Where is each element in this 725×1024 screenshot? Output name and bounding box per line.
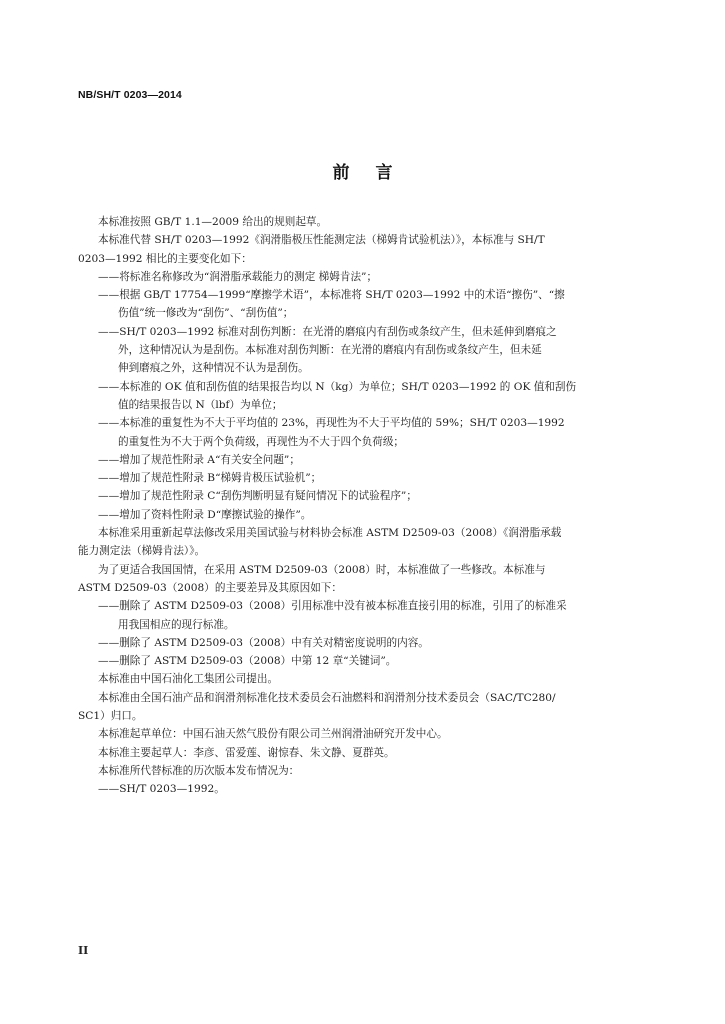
text-line: 本标准主要起草人：李彦、雷爱莲、谢惊春、朱文静、夏群英。	[98, 746, 395, 759]
text-line: 用我国相应的现行标准。	[118, 618, 235, 631]
text-line: ——本标准的重复性为不大于平均值的 23%，再现性为不大于平均值的 59%；SH/T 0203—1992	[98, 417, 565, 430]
text-line: ——增加了规范性附录 B“梯姆肯极压试验机”；	[98, 472, 322, 485]
text-line: ——删除了 ASTM D2509-03（2008）引用标准中没有被本标准直接引用的标准，引用了的标准采	[98, 600, 567, 613]
text-line: 外，这种情况认为是刮伤。本标准对刮伤判断：在光滑的磨痕内有刮伤或条纹产生，但未延	[118, 344, 542, 357]
text-line: ——SH/T 0203—1992。	[98, 783, 225, 796]
text-line: 的重复性为不大于两个负荷级，再现性为不大于四个负荷级；	[118, 435, 405, 448]
text-line: 0203—1992 相比的主要变化如下：	[78, 252, 252, 265]
text-line: ——增加了资料性附录 D“摩擦试验的操作”。	[98, 508, 312, 521]
page-title: 前言	[332, 163, 419, 183]
text-line: 伤值”统一修改为“刮伤”、“刮伤值”；	[118, 307, 294, 320]
text-line: 为了更适合我国国情，在采用 ASTM D2509-03（2008）时，本标准做了一些修改。本标准与	[98, 563, 546, 576]
standard-code-header: NB/SH/T 0203—2014	[78, 89, 182, 101]
text-line: ASTM D2509-03（2008）的主要差异及其原因如下：	[78, 581, 342, 594]
text-line: 能力测定法（梯姆肯法）》。	[78, 545, 206, 558]
text-line: ——删除了 ASTM D2509-03（2008）中有关对精密度说明的内容。	[98, 636, 429, 649]
text-line: 值的结果报告以 N（lbf）为单位；	[118, 398, 283, 411]
text-line: ——本标准的 OK 值和刮伤值的结果报告均以 N（kg）为单位；SH/T 0203—1992 的 OK 值和刮伤	[98, 380, 577, 393]
foreword-body	[78, 213, 656, 799]
text-line: ——根据 GB/T 17754—1999“摩擦学术语”，本标准将 SH/T 0203—1992 中的术语“擦伤”、“擦	[98, 289, 565, 302]
text-line: 本标准起草单位：中国石油天然气股份有限公司兰州润滑油研究开发中心。	[98, 728, 448, 741]
text-line: ——将标准名称修改为“润滑脂承载能力的测定 梯姆肯法”；	[98, 270, 378, 283]
text-line: SC1）归口。	[78, 710, 143, 723]
text-line: 伸到磨痕之外，这种情况不认为是刮伤。	[118, 362, 309, 375]
text-line: ——增加了规范性附录 A“有关安全问题”；	[98, 453, 300, 466]
text-line: 本标准所代替标准的历次版本发布情况为：	[98, 764, 300, 777]
text-line: ——SH/T 0203—1992 标准对刮伤判断：在光滑的磨痕内有刮伤或条纹产生，但未延伸到磨痕之	[98, 325, 557, 338]
page-number: II	[78, 944, 89, 957]
text-line: 本标准由全国石油产品和润滑剂标准化技术委员会石油燃料和润滑剂分技术委员会（SAC/TC280/	[98, 691, 556, 704]
text-line: ——增加了规范性附录 C“刮伤判断明显有疑问情况下的试验程序”；	[98, 490, 417, 503]
text-line: 本标准按照 GB/T 1.1—2009 给出的规则起草。	[98, 216, 328, 228]
text-line: 本标准由中国石油化工集团公司提出。	[98, 673, 279, 686]
text-line: 本标准代替 SH/T 0203—1992《润滑脂极压性能测定法（梯姆肯试验机法）》，本标准与 SH/T	[98, 234, 545, 247]
text-line: ——删除了 ASTM D2509-03（2008）中第 12 章“关键词”。	[98, 655, 397, 668]
text-line: 本标准采用重新起草法修改采用美国试验与材料协会标准 ASTM D2509-03（2008）《润滑脂承载	[98, 527, 562, 540]
